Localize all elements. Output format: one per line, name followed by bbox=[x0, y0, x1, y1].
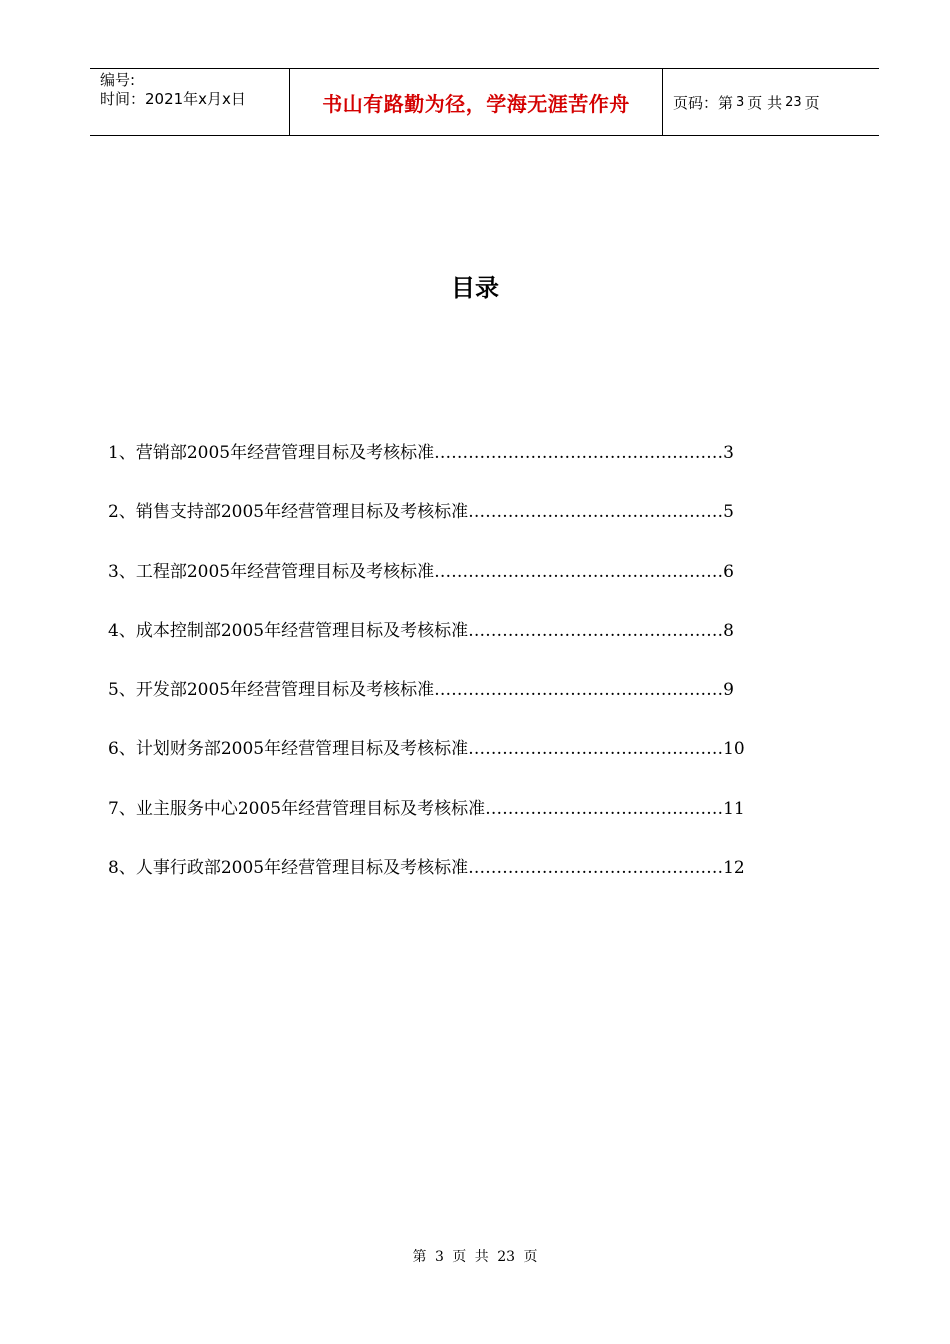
page-total: 23 bbox=[785, 94, 802, 110]
table-of-contents bbox=[108, 438, 808, 912]
toc-leader: …………………………………… bbox=[485, 798, 724, 819]
page-suffix: 页 bbox=[804, 93, 820, 112]
toc-page: 9 bbox=[723, 680, 734, 701]
page-header bbox=[90, 68, 879, 136]
toc-page: 6 bbox=[723, 561, 734, 582]
toc-entry: 5、开发部2005年经营管理目标及考核标准 bbox=[108, 680, 435, 701]
toc-leader: ……………………………………… bbox=[468, 858, 724, 879]
toc-entry: 6、计划财务部2005年经营管理目标及考核标准 bbox=[108, 739, 469, 760]
header-motto: 书山有路勤为径，学海无涯苦作舟 bbox=[322, 91, 630, 116]
toc-leader: …………………………………………… bbox=[434, 443, 724, 463]
toc-page: 3 bbox=[723, 443, 734, 463]
toc-item-7[interactable] bbox=[108, 794, 808, 853]
page-prefix: 页码：第 bbox=[673, 93, 734, 112]
header-info-cell bbox=[90, 69, 290, 135]
serial-label: 编号: bbox=[100, 71, 136, 89]
toc-leader: …………………………………………… bbox=[434, 680, 724, 701]
toc-leader: ……………………………………… bbox=[468, 620, 724, 641]
toc-page: 11 bbox=[723, 798, 745, 819]
toc-item-8[interactable] bbox=[108, 853, 808, 912]
toc-item-5[interactable] bbox=[108, 675, 808, 734]
toc-entry: 8、人事行政部2005年经营管理目标及考核标准 bbox=[108, 858, 469, 879]
toc-leader: ……………………………………… bbox=[468, 739, 724, 760]
toc-item-3[interactable] bbox=[108, 557, 808, 616]
toc-page: 10 bbox=[723, 739, 745, 760]
header-motto-cell bbox=[290, 69, 663, 135]
toc-leader: ……………………………………… bbox=[468, 502, 724, 523]
toc-page: 12 bbox=[723, 858, 745, 879]
date-line: 时间：2021年x月x日 bbox=[100, 90, 246, 108]
page-current: 3 bbox=[736, 94, 745, 110]
page-footer: 第 3 页 共 23 页 bbox=[412, 1249, 538, 1265]
toc-page: 8 bbox=[723, 620, 734, 641]
toc-entry: 2、销售支持部2005年经营管理目标及考核标准 bbox=[108, 502, 469, 523]
toc-entry: 4、成本控制部2005年经营管理目标及考核标准 bbox=[108, 620, 469, 641]
header-page-cell bbox=[663, 69, 879, 135]
toc-item-6[interactable] bbox=[108, 734, 808, 793]
toc-item-4[interactable] bbox=[108, 616, 808, 675]
page-mid: 页 共 bbox=[747, 93, 783, 112]
toc-entry: 7、业主服务中心2005年经营管理目标及考核标准 bbox=[108, 798, 486, 819]
toc-item-1[interactable] bbox=[108, 438, 808, 497]
toc-page: 5 bbox=[723, 502, 734, 523]
toc-entry: 3、工程部2005年经营管理目标及考核标准 bbox=[108, 561, 435, 582]
toc-leader: …………………………………………… bbox=[434, 561, 724, 582]
toc-entry: 1、营销部2005年经营管理目标及考核标准 bbox=[108, 443, 435, 463]
toc-item-2[interactable] bbox=[108, 497, 808, 556]
page-title: 目录 bbox=[451, 274, 499, 302]
